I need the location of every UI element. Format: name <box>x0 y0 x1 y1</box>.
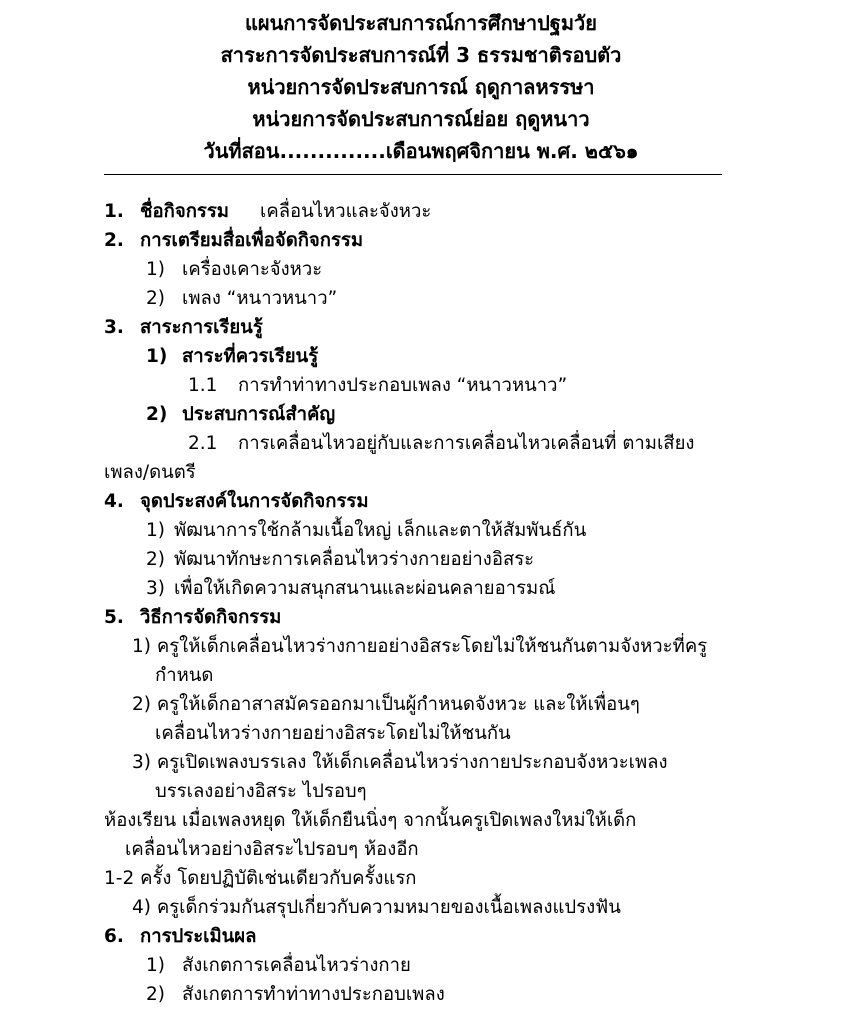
list-item: 3) เพื่อให้เกิดความสนุกสนานและผ่อนคลายอารมณ์ <box>146 578 556 599</box>
procedure-step: 2) ครูให้เด็กอาสาสมัครออกมาเป็นผู้กำหนดจังหวะ และให้เพื่อนๆ <box>132 694 640 715</box>
list-item-continuation: เพลง/ดนตรี <box>104 462 196 483</box>
procedure-step: 3) ครูเปิดเพลงบรรเลง ให้เด็กเคลื่อนไหวร่างกายประกอบจังหวะเพลง <box>132 752 668 773</box>
list-item: 1) เครื่องเคาะจังหวะ <box>146 259 323 280</box>
list-item: 1) สังเกตการเคลื่อนไหวร่างกาย <box>146 955 411 976</box>
procedure-step: 4) ครูเด็กร่วมกันสรุปเกี่ยวกับความหมายของเนื้อเพลงแปรงฟัน <box>132 897 621 918</box>
header-date: วันที่สอน..............เดือนพฤศจิกายน พ.ศ. ๒๕๖๑ <box>203 139 639 163</box>
list-item: 1.1 การทำท่าทางประกอบเพลง “หนาวหนาว” <box>188 375 568 396</box>
section-evaluation-heading: 6. การประเมินผล <box>104 926 257 947</box>
section-label: ชื่อกิจกรรม <box>140 201 229 222</box>
section-materials-heading: 2. การเตรียมสื่อเพื่อจัดกิจกรรม <box>104 230 364 251</box>
list-item: 2) สังเกตการทำท่าทางประกอบเพลง <box>146 984 445 1005</box>
list-item: 2) เพลง “หนาวหนาว” <box>146 288 338 309</box>
procedure-step-continuation: กำหนด <box>155 665 214 686</box>
procedure-step-continuation: ห้องเรียน เมื่อเพลงหยุด ให้เด็กยืนนิ่งๆ จากนั้นครูเปิดเพลงใหม่ให้เด็ก <box>104 810 637 831</box>
activity-name-value: เคลื่อนไหวและจังหวะ <box>260 201 432 222</box>
header-title: แผนการจัดประสบการณ์การศึกษาปฐมวัย <box>245 11 597 35</box>
procedure-step: 1) ครูให้เด็กเคลื่อนไหวร่างกายอย่างอิสระโดยไม่ให้ชนกันตามจังหวะที่ครู <box>132 636 708 657</box>
header-divider <box>104 174 722 175</box>
section-content-heading: 3. สาระการเรียนรู้ <box>104 317 263 338</box>
header-subunit: หน่วยการจัดประสบการณ์ย่อย ฤดูหนาว <box>252 107 590 131</box>
section-activity-name: 1. ชื่อกิจกรรม เคลื่อนไหวและจังหวะ <box>104 198 431 226</box>
header-strand: สาระการจัดประสบการณ์ที่ 3 ธรรมชาติรอบตัว <box>220 43 622 67</box>
procedure-step-continuation: 1-2 ครั้ง โดยปฏิบัติเช่นเดียวกับครั้งแรก <box>104 868 417 889</box>
subsection-heading: 1) สาระที่ควรเรียนรู้ <box>146 346 319 367</box>
subsection-heading: 2) ประสบการณ์สำคัญ <box>146 404 336 425</box>
procedure-step-continuation: บรรเลงอย่างอิสระ ไปรอบๆ <box>155 781 367 802</box>
list-item: 1) พัฒนาการใช้กล้ามเนื้อใหญ่ เล็กและตาให้สัมพันธ์กัน <box>146 520 587 541</box>
section-procedure-heading: 5. วิธีการจัดกิจกรรม <box>104 607 282 628</box>
header-unit: หน่วยการจัดประสบการณ์ ฤดูกาลหรรษา <box>247 75 595 99</box>
section-objectives-heading: 4. จุดประสงค์ในการจัดกิจกรรม <box>104 491 369 512</box>
procedure-step-continuation: เคลื่อนไหวอย่างอิสระไปรอบๆ ห้องอีก <box>125 839 419 860</box>
list-item: 2) พัฒนาทักษะการเคลื่อนไหวร่างกายอย่างอิสระ <box>146 549 535 570</box>
list-item: 2.1 การเคลื่อนไหวอยู่กับและการเคลื่อนไหวเคลื่อนที่ ตามเสียง <box>188 433 695 454</box>
procedure-step-continuation: เคลื่อนไหวร่างกายอย่างอิสระโดยไม่ให้ชนกัน <box>155 723 511 744</box>
